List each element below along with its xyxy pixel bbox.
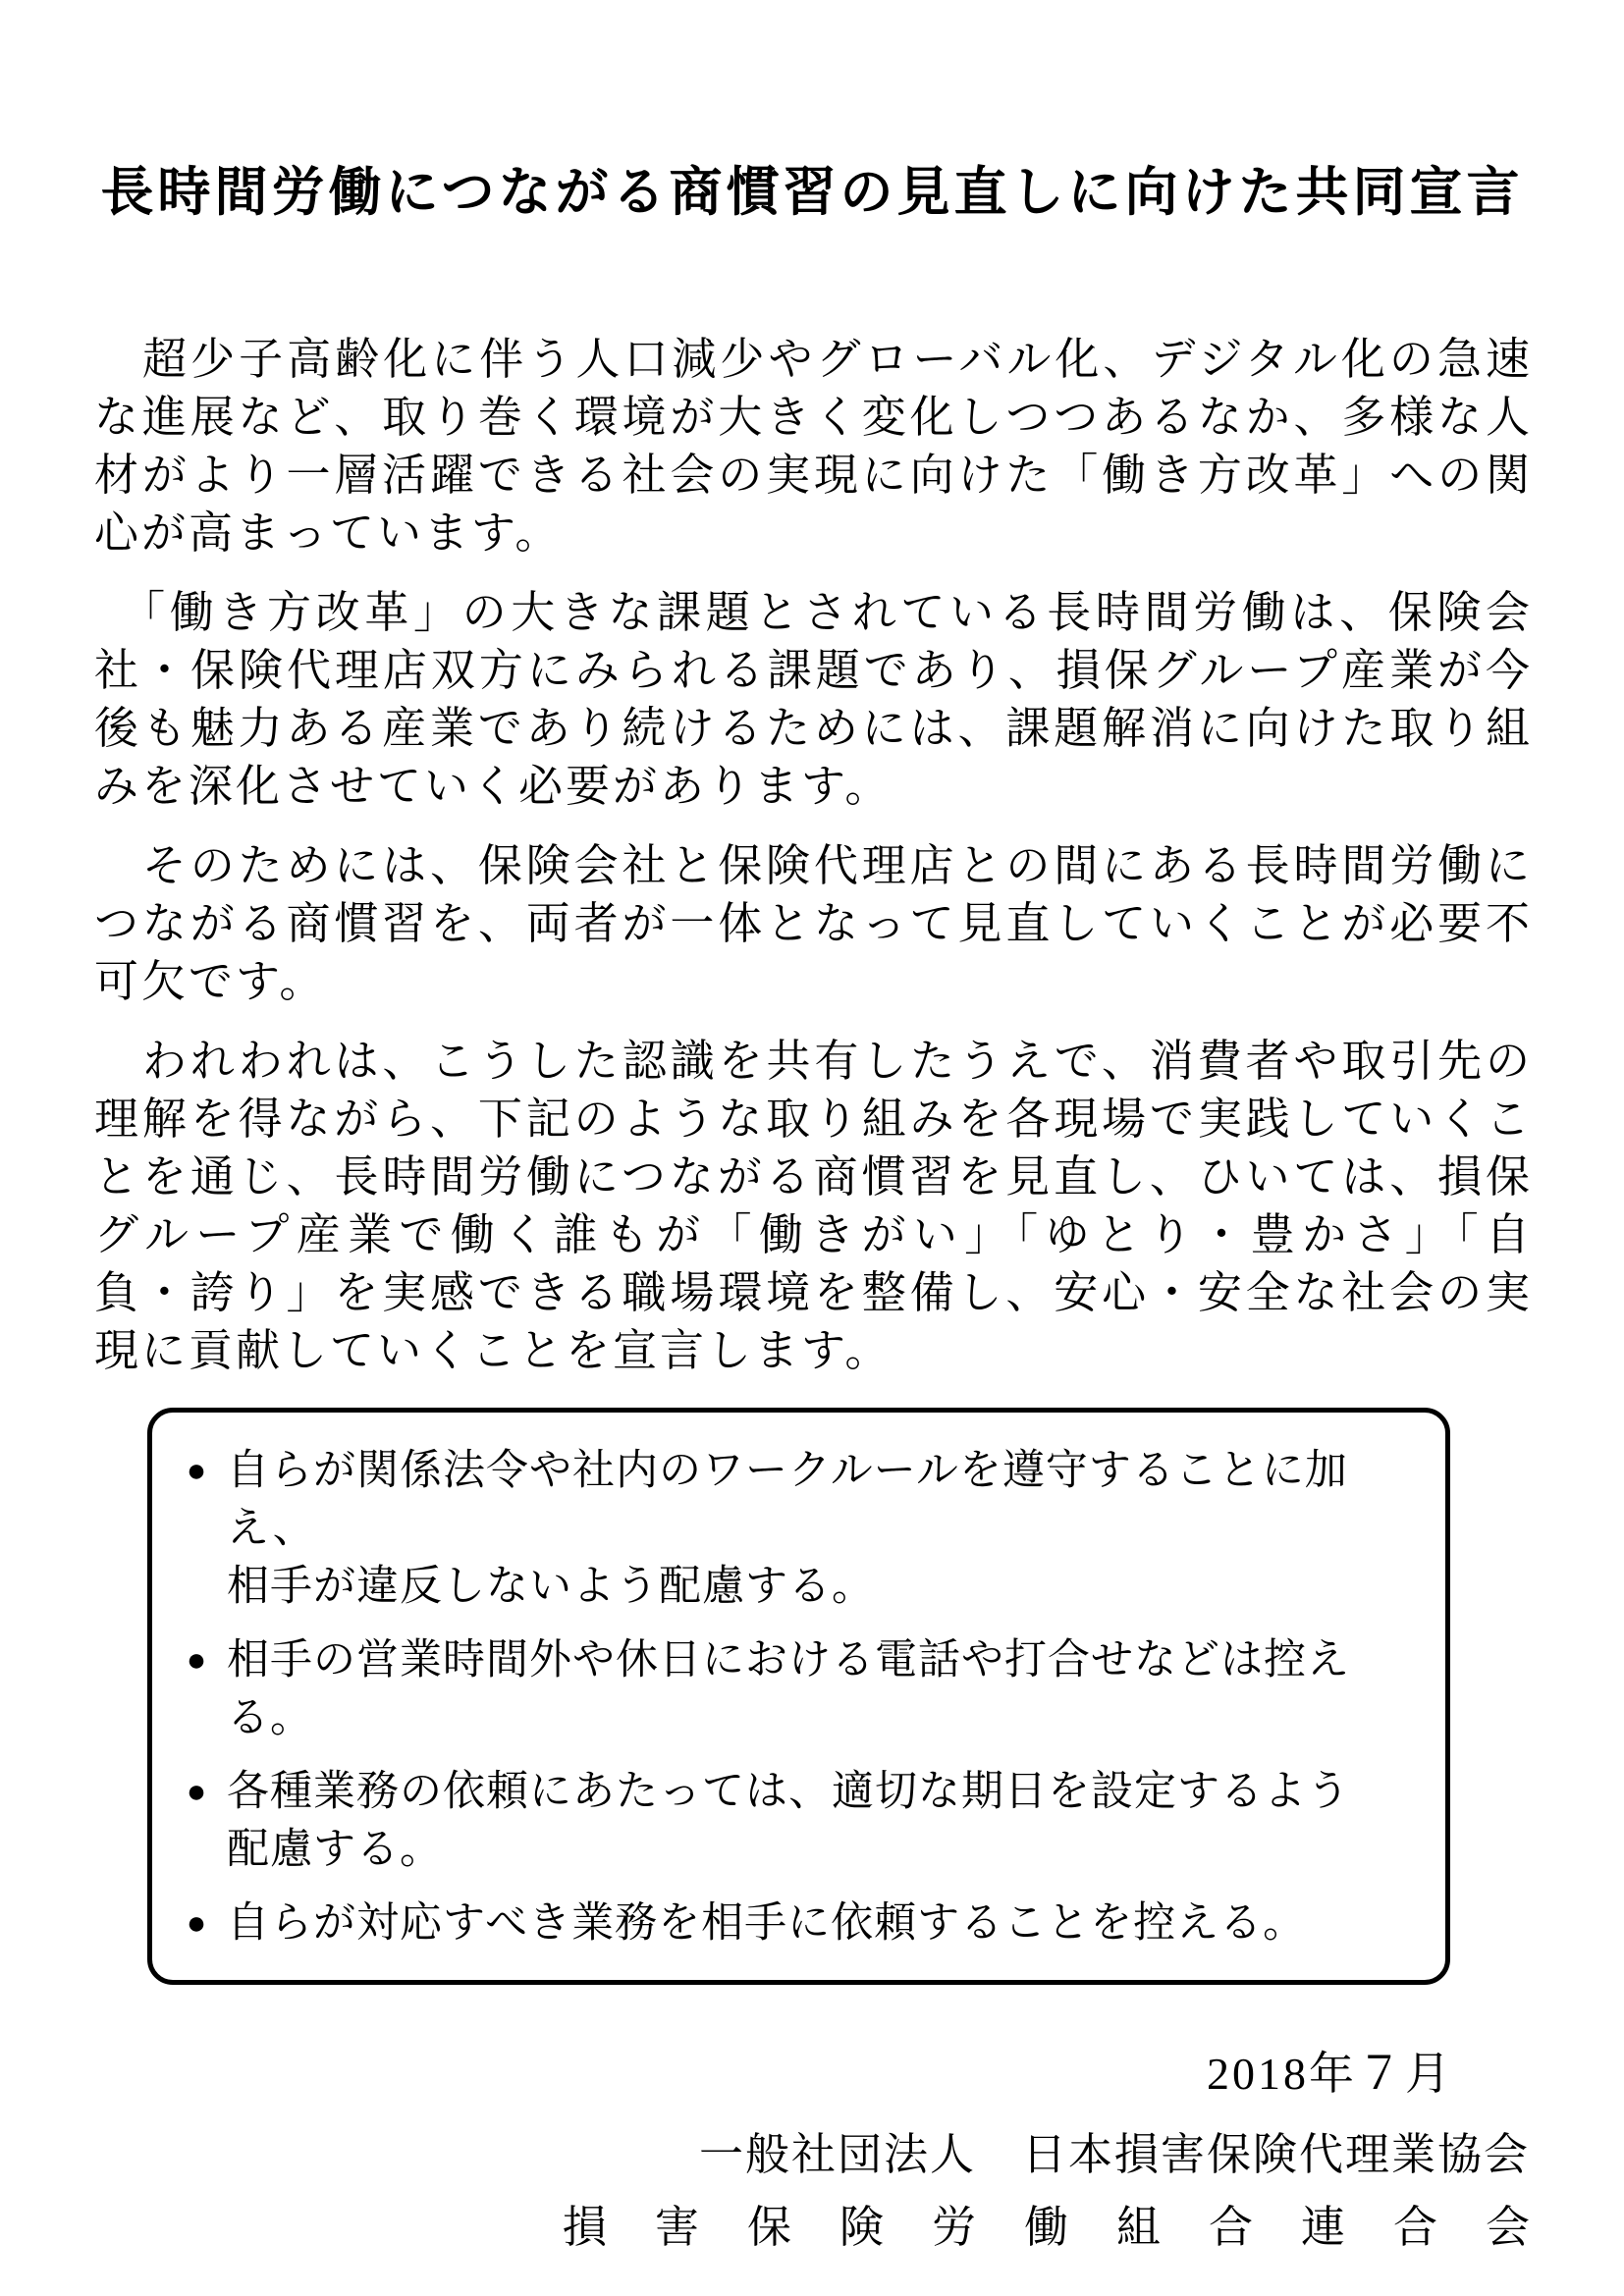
paragraph-line: グループ産業で働く誰もが「働きがい」「ゆとり・豊かさ」「自 — [94, 1210, 1530, 1259]
paragraph-line: 負・誇り」を実感できる職場環境を整備し、安心・安全な社会の実 — [94, 1268, 1530, 1317]
paragraph-line: 可欠です。 — [94, 957, 327, 1006]
declaration-item — [166, 1442, 1428, 1616]
declaration-item-text — [227, 1895, 1428, 1952]
paragraph — [94, 584, 1530, 816]
paragraph-line: われわれは、こうした認識を共有したうえで、消費者や取引先の — [94, 1037, 1530, 1086]
paragraph-line: 後も魅力ある産業であり続けるためには、課題解消に向けた取り組 — [94, 704, 1530, 753]
body-paragraphs — [94, 331, 1530, 1380]
paragraph-line: 社・保険代理店双方にみられる課題であり、損保グループ産業が今 — [94, 646, 1530, 695]
declaration-item-line: 自らが関係法令や社内のワークルールを遵守することに加え、 — [227, 1447, 1348, 1552]
bullet-icon: ● — [186, 1641, 207, 1679]
declaration-item-text — [227, 1442, 1428, 1616]
paragraph-line: みを深化させていく必要があります。 — [94, 762, 893, 811]
declaration-item-line: 各種業務の依頼にあたっては、適切な期日を設定するよう — [227, 1768, 1350, 1815]
declaration-item-line: 配慮する。 — [227, 1826, 443, 1873]
paragraph-line: 理解を得ながら、下記のような取り組みを各現場で実践していくこ — [94, 1095, 1530, 1144]
declaration-item-text — [227, 1631, 1428, 1747]
paragraph-line: 超少子高齢化に伴う人口減少やグローバル化、デジタル化の急速 — [94, 335, 1530, 384]
signatory-union-text: 損害保険労働組合連合会 — [563, 2203, 1530, 2252]
declaration-item — [166, 1763, 1428, 1879]
paragraph-line: 心が高まっています。 — [94, 508, 563, 558]
paragraph-line: つながる商慣習を、両者が一体となって見直していくことが必要不 — [94, 899, 1530, 948]
paragraph — [94, 331, 1530, 562]
paragraph-line: そのためには、保険会社と保険代理店との間にある長時間労働に — [94, 841, 1530, 890]
paragraph-line: 材がより一層活躍できる社会の実現に向けた「働き方改革」への関 — [94, 451, 1530, 500]
declaration-item-text — [227, 1763, 1428, 1879]
declaration-item-line: 相手の営業時間外や休日における電話や打合せなどは控える。 — [227, 1636, 1350, 1741]
declaration-item — [166, 1631, 1428, 1747]
signatory-association: 一般社団法人 日本損害保険代理業協会 — [698, 2130, 1530, 2179]
paragraph — [94, 1033, 1530, 1380]
date-text: 2018年７月 — [1207, 2049, 1453, 2099]
declaration-item-line: 相手が違反しないよう配慮する。 — [227, 1563, 875, 1610]
paragraph-line: とを通じ、長時間労働につながる商慣習を見直し、ひいては、損保 — [94, 1152, 1530, 1201]
paragraph-line: 「働き方改革」の大きな課題とされている長時間労働は、保険会 — [94, 588, 1530, 637]
signatory-union — [94, 2199, 1530, 2256]
declaration-item — [166, 1895, 1428, 1952]
declaration-box — [147, 1408, 1450, 1985]
document-title: 長時間労働につながる商慣習の見直しに向けた共同宣言 — [100, 163, 1524, 222]
bullet-icon: ● — [186, 1904, 207, 1942]
declaration-item-line: 自らが対応すべき業務を相手に依頼することを控える。 — [227, 1899, 1307, 1947]
paragraph-line: な進展など、取り巻く環境が大きく変化しつつあるなか、多様な人 — [94, 393, 1530, 442]
bullet-icon: ● — [186, 1773, 207, 1810]
paragraph — [94, 837, 1530, 1011]
paragraph-line: 現に貢献していくことを宣言します。 — [94, 1326, 893, 1375]
bullet-icon: ● — [186, 1452, 207, 1489]
